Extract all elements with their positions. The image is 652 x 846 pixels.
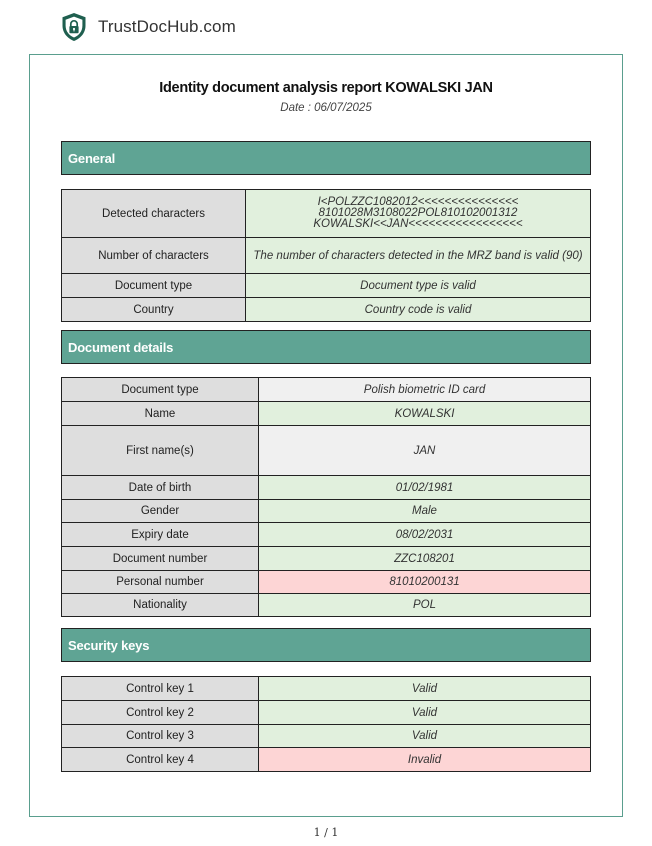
row-label: Control key 3 (62, 725, 259, 748)
table-row (62, 523, 591, 547)
row-label: Personal number (62, 571, 259, 594)
mrz-line-2: 8101028M3108022POL810102001312 (318, 207, 518, 219)
row-label: Gender (62, 500, 259, 523)
row-value: Country code is valid (246, 298, 591, 322)
row-label: First name(s) (62, 426, 259, 476)
row-value: Valid (259, 725, 591, 748)
mrz-line-1: I<POLZZC1082012<<<<<<<<<<<<<<< (317, 196, 519, 208)
table-row (62, 725, 591, 748)
row-label: Nationality (62, 594, 259, 617)
row-value: Invalid (259, 748, 591, 772)
table-row (62, 238, 591, 274)
row-value: Document type is valid (246, 274, 591, 298)
row-label: Control key 1 (62, 677, 259, 701)
row-value: Valid (259, 677, 591, 701)
row-value: POL (259, 594, 591, 617)
row-label: Number of characters (62, 238, 246, 274)
table-row (62, 500, 591, 523)
report-date: Date : 06/07/2025 (280, 102, 372, 114)
row-label: Detected characters (62, 190, 246, 238)
row-value: Male (259, 500, 591, 523)
row-label: Name (62, 402, 259, 426)
table-row (62, 476, 591, 500)
mrz-line-3: KOWALSKI<<JAN<<<<<<<<<<<<<<<<< (313, 218, 523, 230)
row-label: Document type (62, 274, 246, 298)
table-row (62, 748, 591, 772)
table-row (62, 402, 591, 426)
brand-header (61, 12, 236, 42)
row-value: JAN (259, 426, 591, 476)
row-value: 81010200131 (259, 571, 591, 594)
row-value: Polish biometric ID card (259, 378, 591, 402)
page-number: 1 / 1 (313, 826, 339, 839)
table-row (62, 426, 591, 476)
document-details-table (61, 377, 591, 617)
section-header-general: General (61, 141, 591, 175)
report-title: Identity document analysis report KOWALSKI JAN (159, 80, 493, 96)
general-table (61, 189, 591, 322)
row-value: Valid (259, 701, 591, 725)
row-value: ZZC108201 (259, 547, 591, 571)
table-row (62, 594, 591, 617)
section-header-security-keys: Security keys (61, 628, 591, 662)
row-label: Date of birth (62, 476, 259, 500)
row-value: KOWALSKI (259, 402, 591, 426)
table-row (62, 274, 591, 298)
row-value: 08/02/2031 (259, 523, 591, 547)
row-value: 01/02/1981 (259, 476, 591, 500)
row-label: Expiry date (62, 523, 259, 547)
section-header-document-details: Document details (61, 330, 591, 364)
row-label: Country (62, 298, 246, 322)
table-row (62, 677, 591, 701)
table-row (62, 547, 591, 571)
row-value: The number of characters detected in the MRZ band is valid (90) (246, 238, 591, 274)
row-label: Document type (62, 378, 259, 402)
brand-name: TrustDocHub.com (98, 17, 236, 36)
security-keys-table (61, 676, 591, 772)
row-label: Control key 2 (62, 701, 259, 725)
mrz-value (246, 190, 591, 238)
row-label: Document number (62, 547, 259, 571)
table-row (62, 298, 591, 322)
row-label: Control key 4 (62, 748, 259, 772)
table-row (62, 378, 591, 402)
table-row (62, 571, 591, 594)
shield-lock-icon (61, 12, 87, 42)
table-row (62, 190, 591, 238)
table-row (62, 701, 591, 725)
